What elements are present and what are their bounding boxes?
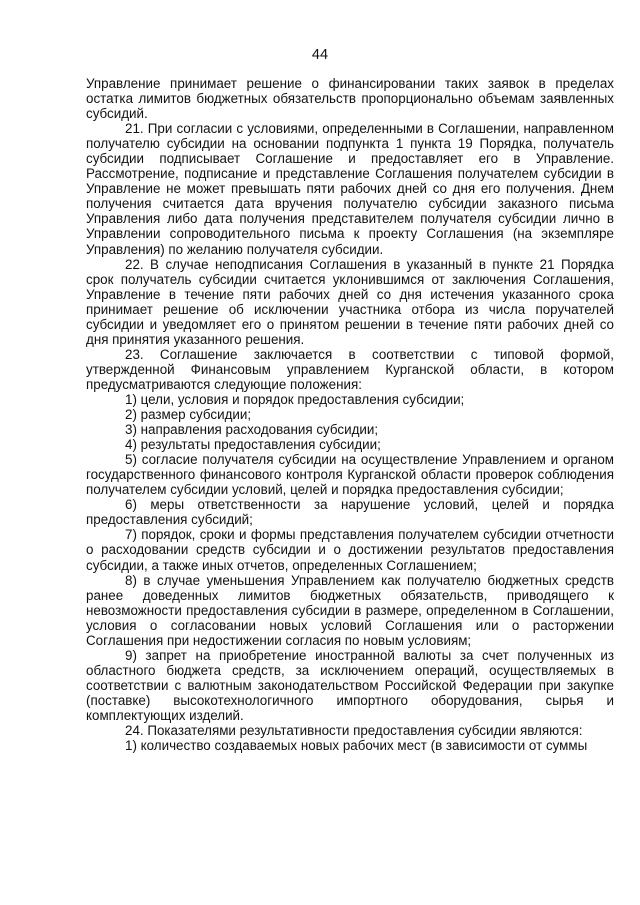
list-item-7: 7) порядок, сроки и формы представления получателем субсидии отчетности о расходовании средств субсидии и о достижении результатов предоставления субсидии, а также иных отчетов, определенных Соглашением; bbox=[86, 527, 614, 573]
list-item-24-1: 1) количество создаваемых новых рабочих мест (в зависимости от суммы bbox=[125, 738, 588, 754]
list-item-8: 8) в случае уменьшения Управлением как получателю бюджетных средств ранее доведенных лимитов бюджетных обязательств, приводящего к невозможности предоставления субсидии в размере, определенном в Соглашении, условия о согласовании новых условий Соглашения или о расторжении Соглашения при недостижении согласия по новым условиям; bbox=[86, 572, 614, 648]
paragraph-item-22: 22. В случае неподписания Соглашения в указанный в пункте 21 Порядка срок получатель субсидии считается уклонившимся от заключения Соглашения, Управление в течение пяти рабочих дней со дня истечения указанного срока принимает решение об исключении участника отбора из числа поручателей субсидии и уведомляет его о принятом решении в течение пяти рабочих дней со дня принятия указанного решения. bbox=[86, 256, 614, 347]
paragraph-item-24: 24. Показателями результативности предоставления субсидии являются: bbox=[125, 723, 583, 739]
document-body bbox=[86, 76, 614, 753]
list-item-1: 1) цели, условия и порядок предоставления субсидии; bbox=[125, 391, 465, 407]
list-item-6: 6) меры ответственности за нарушение условий, целей и порядка предоставления субсидий; bbox=[86, 497, 614, 528]
list-item-9: 9) запрет на приобретение иностранной валюты за счет полученных из областного бюджета средств, за исключением операций, осуществляемых в соответствии с валютным законодательством Российской Федерации при закупке (поставке) высокотехнологичного импортного оборудования, сырья и комплектующих изделий. bbox=[86, 647, 614, 723]
paragraph-continuation: Управление принимает решение о финансировании таких заявок в пределах остатка лимитов бюджетных обязательств пропорционально объемам заявленных субсидий. bbox=[86, 76, 614, 122]
paragraph-item-21: 21. При согласии с условиями, определенными в Соглашении, направленном получателю субсидии на основании подпункта 1 пункта 19 Порядка, получатель субсидии подписывает Соглашение и предоставляет его в Управление. Рассмотрение, подписание и представление Соглашения получателем субсидии в Управление не может превышать пяти рабочих дней со дня его получения. Днем получения считается дата вручения получателю субсидии заказного письма Управления либо дата получения представителем получателя субсидии лично в Управлении сопроводительного письма к проекту Соглашения (на экземпляре Управления) по желанию получателя субсидии. bbox=[86, 121, 614, 257]
page-number: 44 bbox=[311, 47, 329, 63]
paragraph-item-23: 23. Соглашение заключается в соответствии с типовой формой, утвержденной Финансовым управлением Курганской области, в котором предусматриваются следующие положения: bbox=[86, 346, 614, 392]
list-item-2: 2) размер субсидии; bbox=[125, 407, 252, 423]
list-item-5: 5) согласие получателя субсидии на осуществление Управлением и органом государственного финансового контроля Курганской области проверок соблюдения получателем субсидии условий, целей и порядка предоставления субсидии; bbox=[86, 452, 614, 498]
list-item-4: 4) результаты предоставления субсидии; bbox=[125, 437, 381, 453]
list-item-3: 3) направления расходования субсидии; bbox=[125, 422, 379, 438]
